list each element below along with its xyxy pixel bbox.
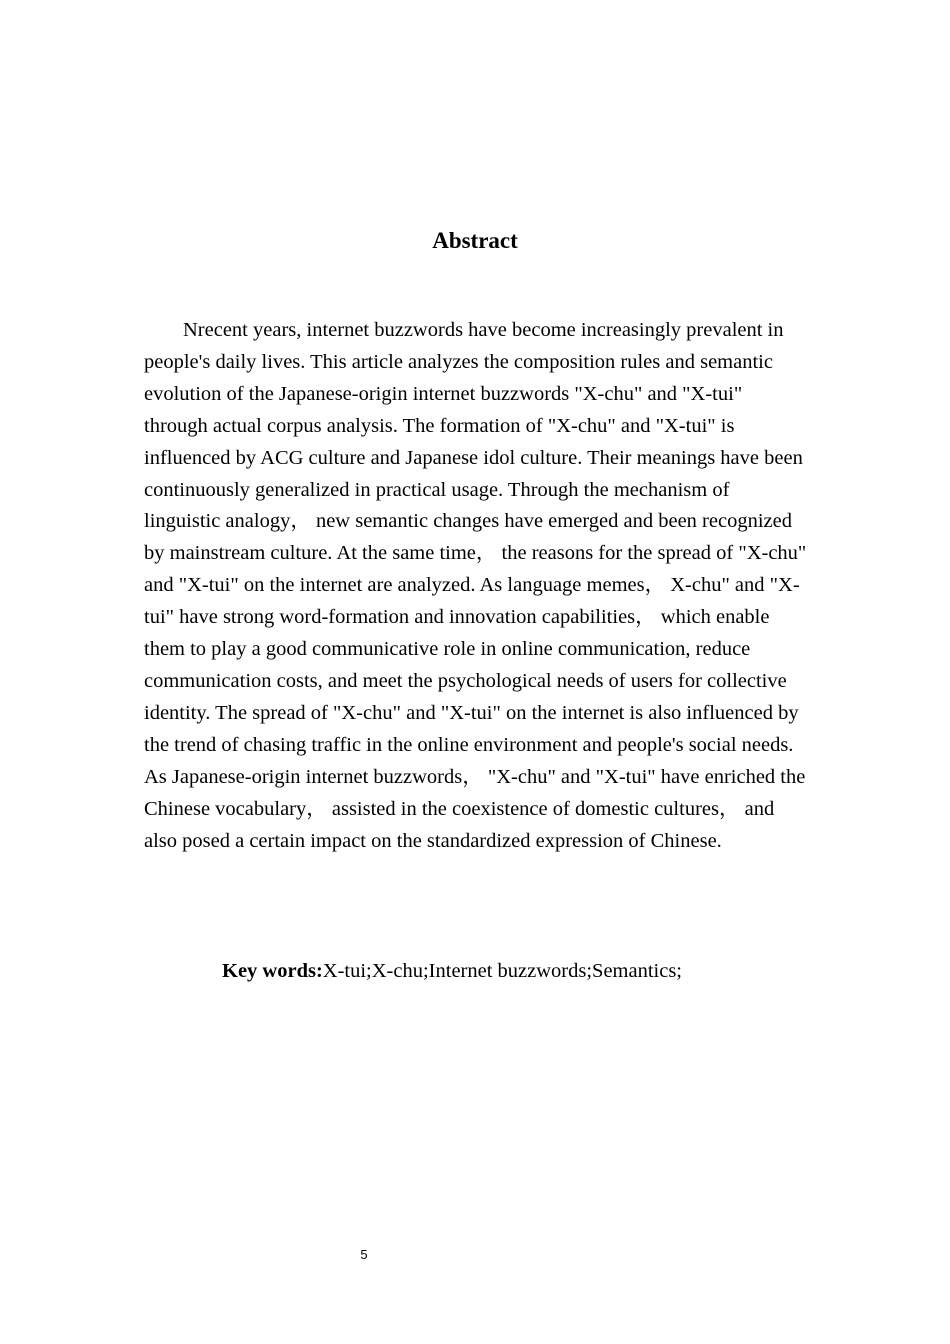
abstract-paragraph: Nrecent years, internet buzzwords have become increasingly prevalent in people's daily lives. This article analyzes the composition rules and semantic evolution of the Japanese-origin internet buzzwords "X-chu" and "X-tui" through actual corpus analysis. The formation of "X-chu" and "X-tui" is influenced by ACG culture and Japanese idol culture. Their meanings have been continuously generalized in practical usage. Through the mechanism of linguistic analogy， new semantic changes have emerged and been recognized by mainstream culture. At the same time， the reasons for the spread of "X-chu" and "X-tui" on the internet are analyzed. As language memes， X-chu" and "X-tui" have strong word-formation and innovation capabilities， which enable them to play a good communicative role in online communication, reduce communication costs, and meet the psychological needs of users for collective identity. The spread of "X-chu" and "X-tui" on the internet is also influenced by the trend of chasing traffic in the online environment and people's social needs. As Japanese-origin internet buzzwords， "X-chu" and "X-tui" have enriched the Chinese vocabulary， assisted in the coexistence of domestic cultures， and also posed a certain impact on the standardized expression of Chinese. [144, 319, 807, 852]
keywords-value: X-tui;X-chu;Internet buzzwords;Semantics; [322, 960, 683, 982]
keywords-line [222, 955, 862, 987]
keywords-label: Key words: [222, 960, 323, 982]
abstract-heading: Abstract [432, 228, 518, 253]
page-number: 5 [360, 1247, 368, 1262]
